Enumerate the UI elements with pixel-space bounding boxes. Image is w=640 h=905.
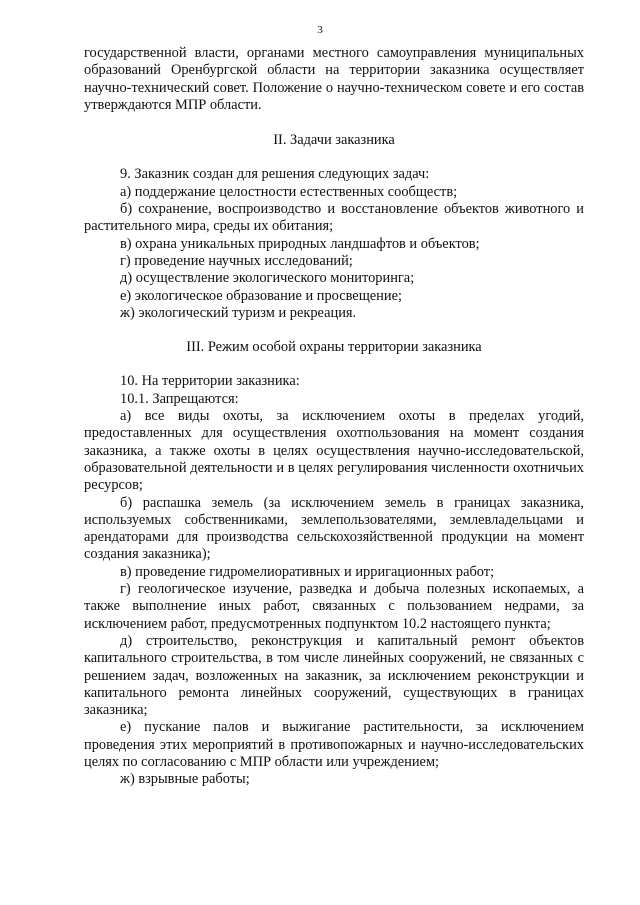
prohibition-item-d: д) строительство, реконструкция и капитальный ремонт объектов капитального строительства, в том числе линейных сооружений, не связанных с решением задач, возложенных на заказник, за исключением реконструкции и капитального ремонта линейных сооружений, существующих в границах заказника; [84,632,584,719]
clause-9: 9. Заказник создан для решения следующих задач: [120,166,430,183]
task-item-d: д) осуществление экологического мониторинга; [120,270,415,287]
prohibition-item-e: е) пускание палов и выжигание растительности, за исключением проведения этих мероприятий в противопожарных и научно-исследовательских целях по согласованию с МПР области или учреждением; [84,719,584,770]
clause-10-1: 10.1. Запрещаются: [120,390,239,407]
clause-10: 10. На территории заказника: [120,373,300,390]
task-item-v: в) охрана уникальных природных ландшафтов и объектов; [120,235,480,252]
task-item-a: а) поддержание целостности естественных сообществ; [120,183,458,200]
prohibition-item-g: г) геологическое изучение, разведка и добыча полезных ископаемых, а также выполнение иных работ, связанных с пользованием недрами, за исключением работ, предусмотренных подпунктом 10.2 настоящего пункта; [84,581,584,632]
task-item-g: г) проведение научных исследований; [120,252,353,269]
intro-paragraph: государственной власти, органами местного самоуправления муниципальных образований Оренбургской области на территории заказника осуществляет научно-технический совет. Положение о научно-техническом совете и его состав утверждаются МПР области. [84,45,584,113]
task-item-e: е) экологическое образование и просвещение; [120,287,402,304]
prohibition-item-a: а) все виды охоты, за исключением охоты в пределах угодий, предоставленных для осуществления охотпользования на момент создания заказника, а также охоты в целях осуществления научно-исследовательской, образовательной деятельности и в целях регулирования численности охотничьих ресурсов; [84,408,584,494]
section-2-heading: II. Задачи заказника [273,132,395,149]
page-number: 3 [317,24,323,36]
section-3-heading: III. Режим особой охраны территории заказника [186,339,482,356]
task-item-zh: ж) экологический туризм и рекреация. [120,304,357,321]
prohibition-item-zh: ж) взрывные работы; [120,771,250,788]
document-body [84,45,584,789]
prohibition-item-v: в) проведение гидромелиоративных и ирригационных работ; [120,563,495,580]
prohibition-item-b: б) распашка земель (за исключением земель в границах заказника, используемых собственниками, землепользователями, землевладельцами и арендаторами для производства сельскохозяйственной продукции на момент создания заказника); [84,494,584,563]
task-item-b: б) сохранение, воспроизводство и восстановление объектов животного и растительного мира, среды их обитания; [84,201,584,235]
